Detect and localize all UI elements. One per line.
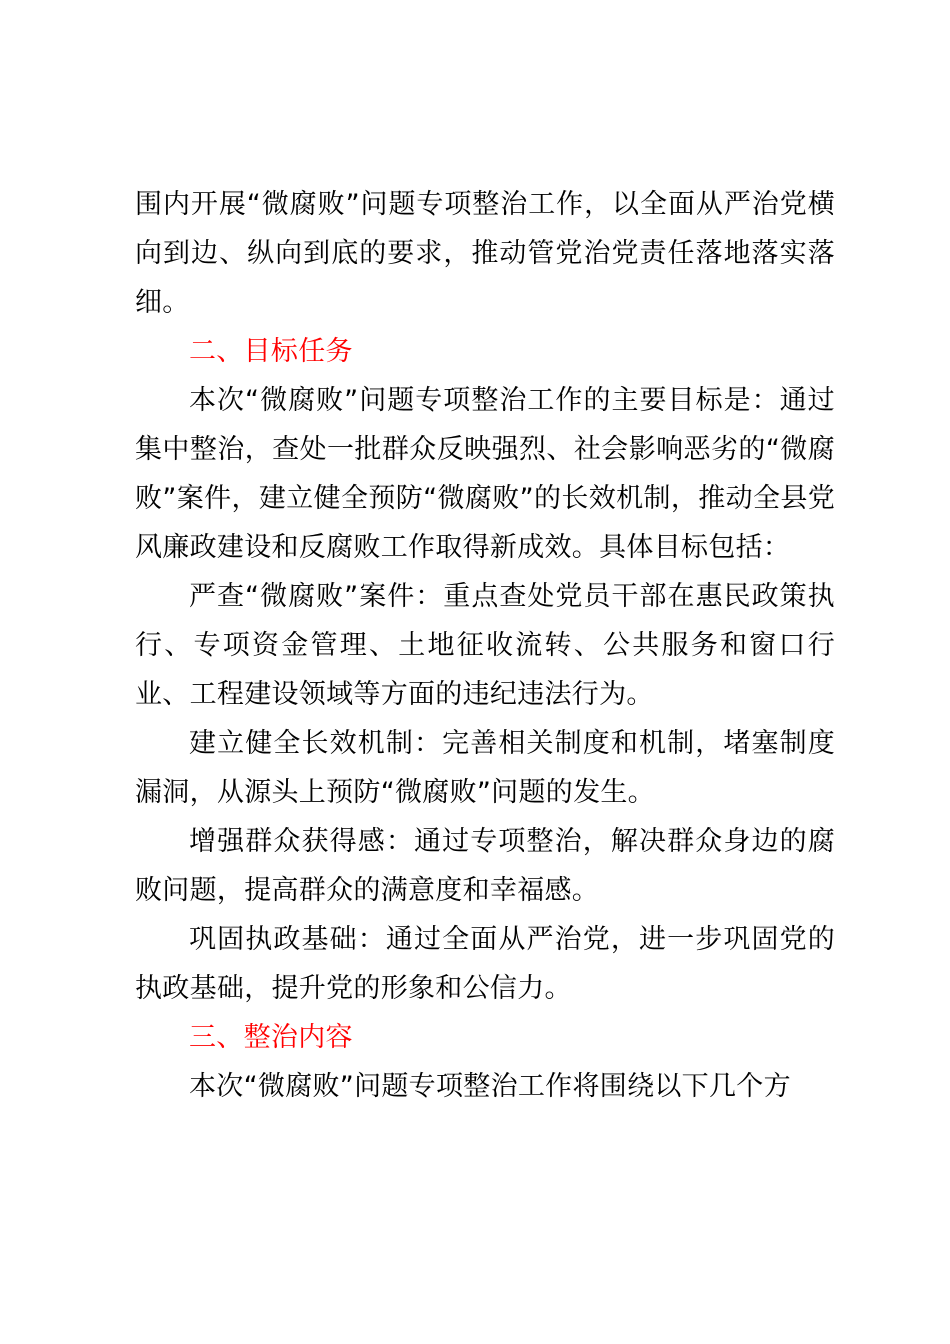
section-heading-goals: 二、目标任务 — [189, 336, 353, 367]
paragraph-goal-investigate-cases: 严查“微腐败”案件：重点查处党员干部在惠民政策执行、专项资金管理、土地征收流转、公共服务和窗口行业、工程建设领域等方面的违纪违法行为。 — [135, 581, 835, 710]
paragraph-goal-governance-foundation: 巩固执政基础：通过全面从严治党，进一步巩固党的执政基础，提升党的形象和公信力。 — [135, 924, 835, 1004]
paragraph-goal-long-term-mechanism: 建立健全长效机制：完善相关制度和机制，堵塞制度漏洞，从源头上预防“微腐败”问题的发生。 — [135, 728, 835, 808]
paragraph-intro-continuation: 围内开展“微腐败”问题专项整治工作，以全面从严治党横向到边、纵向到底的要求，推动管党治党责任落地落实落细。 — [135, 189, 835, 318]
paragraph-main-goal: 本次“微腐败”问题专项整治工作的主要目标是：通过集中整治，查处一批群众反映强烈、社会影响恶劣的“微腐败”案件，建立健全预防“微腐败”的长效机制，推动全县党风廉政建设和反腐败工作取得新成效。具体目标包括： — [135, 385, 835, 563]
paragraph-content-intro: 本次“微腐败”问题专项整治工作将围绕以下几个方 — [189, 1071, 791, 1102]
paragraph-goal-public-satisfaction: 增强群众获得感：通过专项整治，解决群众身边的腐败问题，提高群众的满意度和幸福感。 — [135, 826, 835, 906]
document-body — [135, 180, 835, 1111]
section-heading-content: 三、整治内容 — [189, 1022, 353, 1053]
